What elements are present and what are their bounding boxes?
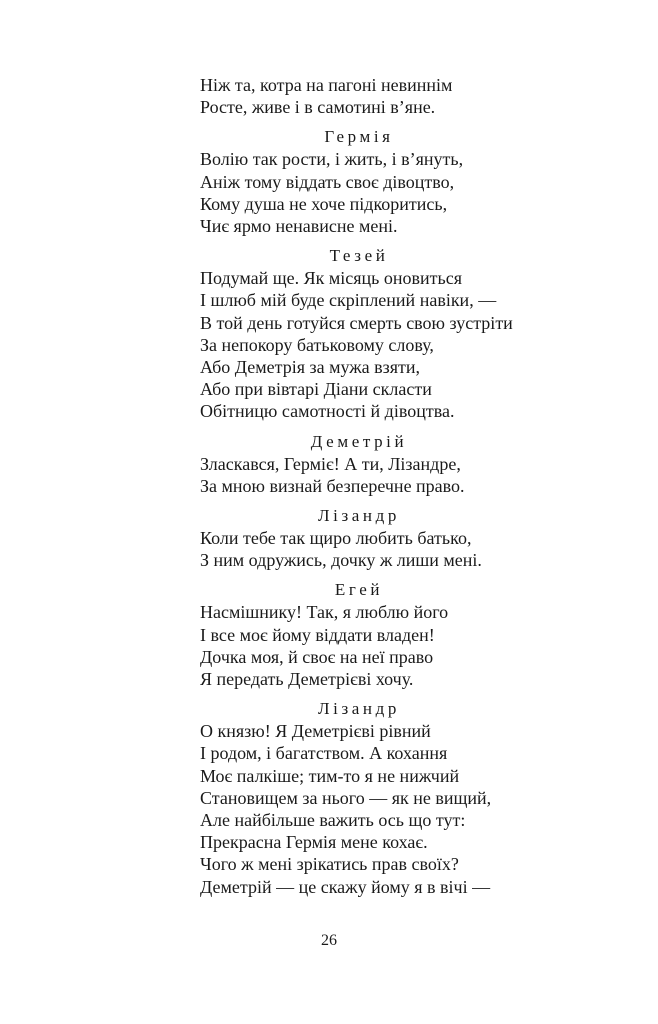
verse-line: Росте, живе і в самотині в’яне.	[200, 97, 436, 118]
verse-line: Я передать Деметрієві хочу.	[200, 669, 414, 690]
verse-line: І шлюб мій буде скріплений навіки, —	[200, 290, 497, 311]
speech-block	[200, 74, 540, 118]
verse-line: В той день готуйся смерть свою зустріти	[200, 312, 513, 333]
speaker-name: Деметрій	[310, 431, 408, 451]
verse-line: Дочка моя, й своє на неї право	[200, 646, 434, 667]
speaker-name: Лізандр	[318, 699, 400, 719]
verse-line: Коли тебе так щиро любить батько,	[200, 528, 472, 549]
verse-line: Насмішнику! Так, я люблю його	[200, 602, 449, 623]
verse-line: Деметрій — це скажу йому я в вічі —	[200, 876, 491, 897]
verse-line: Обітницю самотності й дівоцтва.	[200, 401, 455, 422]
verse-line: Але найбільше важить ось що тут:	[200, 810, 466, 831]
speaker-name: Тезей	[329, 246, 389, 266]
verse-line: Зласкався, Герміє! А ти, Лізандре,	[200, 453, 461, 474]
speech-block	[200, 579, 540, 690]
verse-line: За мною визнай безперечне право.	[200, 475, 465, 496]
verse-line: Волію так рости, і жить, і в’януть,	[200, 149, 464, 170]
verse-line: Чого ж мені зрікатись прав своїх?	[200, 854, 459, 875]
page-number: 26	[321, 932, 337, 949]
verse-line: За непокору батьковому слову,	[200, 334, 434, 355]
verse-line: Ніж та, котра на пагоні невиннім	[200, 75, 453, 95]
speaker-name: Гермія	[324, 127, 394, 147]
verse-line: Аніж тому віддать своє дівоцтво,	[200, 171, 455, 192]
verse-line: Подумай ще. Як місяць оновиться	[200, 268, 463, 289]
verse-line: З ним одружись, дочку ж лиши мені.	[200, 550, 482, 571]
speech-block	[200, 505, 540, 571]
verse-line: Чиє ярмо ненависне мені.	[200, 216, 398, 237]
verse-line: Прекрасна Гермія мене кохає.	[200, 832, 428, 853]
verse-line: Або при вівтарі Діани скласти	[200, 379, 432, 400]
speaker-name: Лізандр	[318, 506, 400, 526]
verse-line: І родом, і багатством. А кохання	[200, 743, 448, 764]
verse-line: Або Деметрія за мужа взяти,	[200, 357, 421, 378]
verse-line: Кому душа не хоче підкоритись,	[200, 193, 448, 214]
speaker-name: Егей	[334, 580, 384, 600]
verse-line: Становищем за нього — як не вищий,	[200, 787, 492, 808]
speech-block	[200, 698, 540, 898]
verse-line: Моє палкіше; тим-то я не нижчий	[200, 765, 460, 786]
verse-line: О князю! Я Деметрієві рівний	[200, 721, 431, 742]
speech-block	[200, 431, 540, 497]
play-text	[200, 74, 540, 898]
speech-block	[200, 245, 540, 422]
speech-block	[200, 126, 540, 237]
verse-line: І все моє йому віддати владен!	[200, 624, 435, 645]
